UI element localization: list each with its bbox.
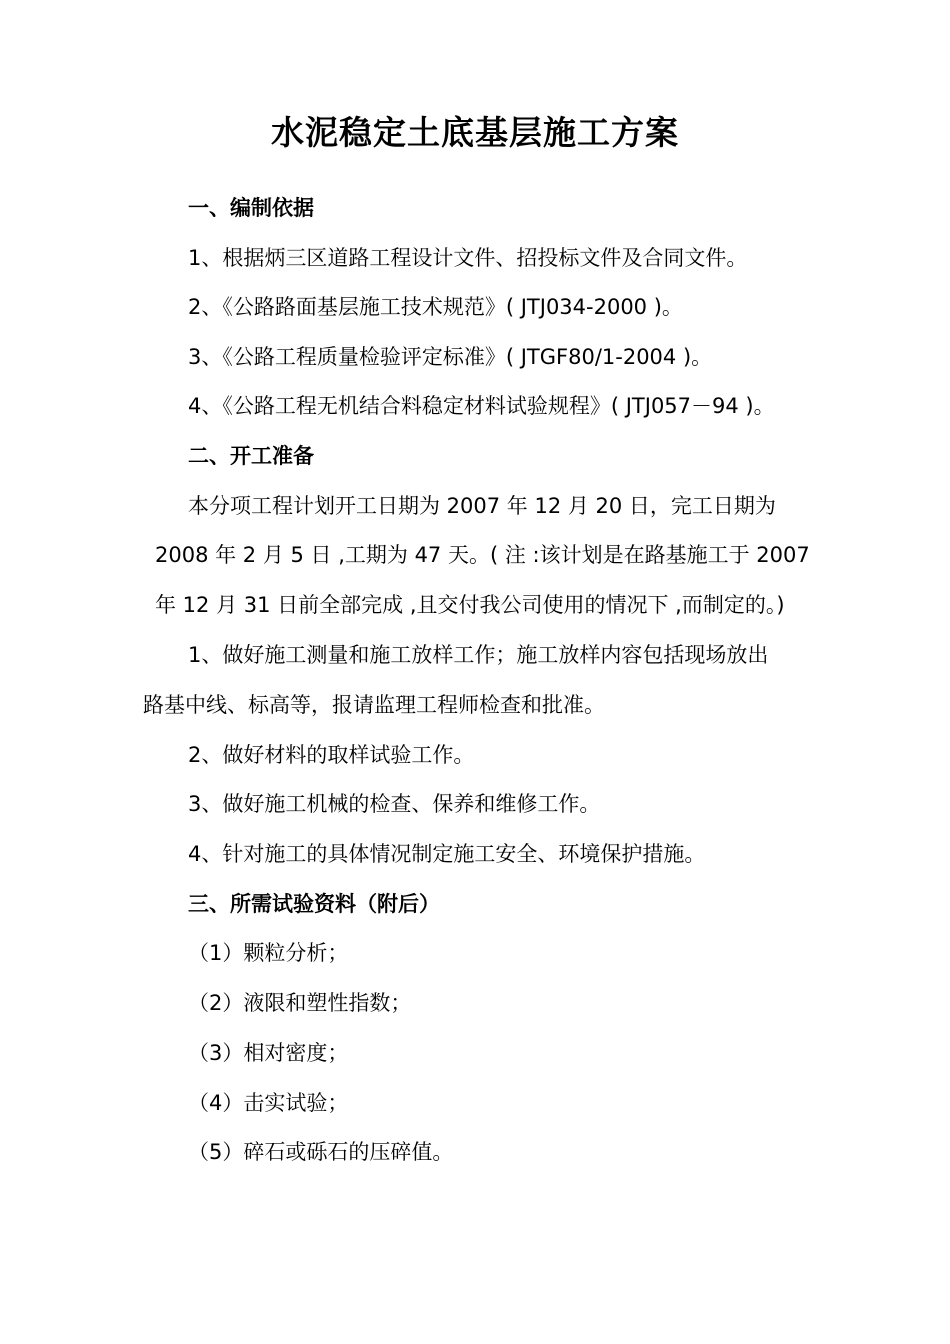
schedule-paragraph-line: 本分项工程计划开工日期为 2007 年 12 月 20 日，完工日期为 bbox=[188, 494, 776, 518]
preparation-item: 2、做好材料的取样试验工作。 bbox=[188, 743, 475, 767]
test-data-item: （4）击实试验； bbox=[188, 1091, 349, 1115]
preparation-item: 1、做好施工测量和施工放样工作；施工放样内容包括现场放出 bbox=[188, 643, 769, 667]
section-heading-preparation: 二、开工准备 bbox=[188, 444, 314, 468]
preparation-item: 3、做好施工机械的检查、保养和维修工作。 bbox=[188, 792, 601, 816]
schedule-paragraph-line: 年 12 月 31 日前全部完成 ,且交付我公司使用的情况下 ,而制定的。) bbox=[155, 593, 785, 617]
test-data-item: （3）相对密度； bbox=[188, 1041, 349, 1065]
preparation-item-continuation: 路基中线、标高等，报请监理工程师检查和批准。 bbox=[143, 693, 605, 717]
basis-item: 1、根据炳三区道路工程设计文件、招投标文件及合同文件。 bbox=[188, 246, 748, 270]
test-data-item: （5）碎石或砾石的压碎值。 bbox=[188, 1140, 454, 1164]
test-data-item: （2）液限和塑性指数； bbox=[188, 991, 412, 1015]
basis-item: 2、《公路路面基层施工技术规范》( JTJ034-2000 )。 bbox=[188, 295, 683, 319]
preparation-item: 4、针对施工的具体情况制定施工安全、环境保护措施。 bbox=[188, 842, 706, 866]
basis-item: 4、《公路工程无机结合料稳定材料试验规程》( JTJ057－94 )。 bbox=[188, 394, 775, 418]
section-heading-test-data: 三、所需试验资料（附后） bbox=[188, 892, 440, 916]
basis-item: 3、《公路工程质量检验评定标准》( JTGF80/1-2004 )。 bbox=[188, 345, 713, 369]
section-heading-basis: 一、编制依据 bbox=[188, 196, 314, 220]
schedule-paragraph-line: 2008 年 2 月 5 日 ,工期为 47 天。( 注 :该计划是在路基施工于 2007 bbox=[155, 543, 810, 567]
test-data-item: （1）颗粒分析； bbox=[188, 941, 349, 965]
document-title: 水泥稳定土底基层施工方案 bbox=[271, 113, 679, 152]
